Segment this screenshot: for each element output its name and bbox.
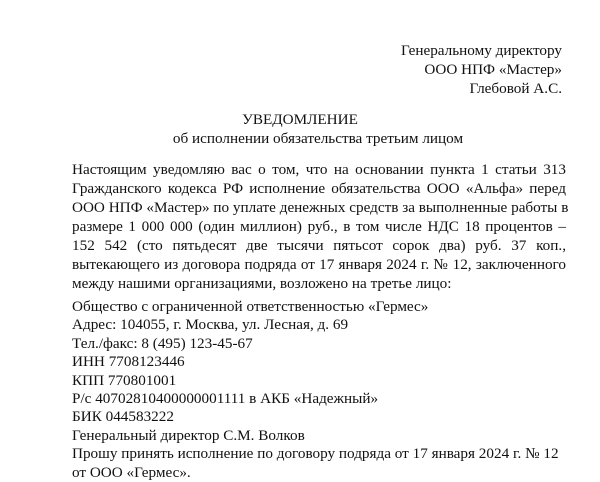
body-line: размере 1 000 000 (один миллион) руб., в том числе НДС 18 процентов – <box>72 218 566 235</box>
company-inn: ИНН 7708123446 <box>72 353 185 371</box>
company-kpp: КПП 770801001 <box>72 371 177 389</box>
addressee-name: Глебовой А.С. <box>469 80 562 97</box>
body-line: ООО НПФ «Мастер» по уплате денежных средств за выполненные работы в <box>72 199 569 216</box>
third-party-details <box>72 298 559 482</box>
document-heading <box>0 110 600 148</box>
addressee-position: Генеральному директору <box>400 42 562 59</box>
request-line: Прошу принять исполнение по договору подряда от 17 января 2024 г. № 12 <box>72 445 559 463</box>
body-line: вытекающего из договора подряда от 17 января 2024 г. № 12, заключенного <box>72 256 566 273</box>
company-director: Генеральный директор С.М. Волков <box>72 426 305 444</box>
addressee-company: ООО НПФ «Мастер» <box>424 61 562 78</box>
addressee-block <box>401 41 562 98</box>
company-account: Р/с 40702810400000001111 в АКБ «Надежный» <box>72 390 379 408</box>
body-line: Гражданского кодекса РФ исполнение обязательства ООО «Альфа» перед <box>72 180 566 197</box>
body-line: Настоящим уведомляю вас о том, что на основании пункта 1 статьи 313 <box>72 161 566 178</box>
document-title: УВЕДОМЛЕНИЕ <box>242 111 358 128</box>
notification-body <box>72 160 569 293</box>
request-line: от ООО «Гермес». <box>72 463 191 481</box>
company-address: Адрес: 104055, г. Москва, ул. Лесная, д. 69 <box>72 316 349 334</box>
body-line: между нашими организациями, возложено на третье лицо: <box>72 275 452 292</box>
body-line: 152 542 (сто пятьдесят две тысячи пятьсот сорок два) руб. 37 коп., <box>72 237 566 254</box>
document-subtitle: об исполнении обязательства третьим лицом <box>172 130 464 147</box>
company-bik: БИК 044583222 <box>72 408 174 426</box>
company-name: Общество с ограниченной ответственностью «Гермес» <box>72 298 429 315</box>
company-phone: Тел./факс: 8 (495) 123-45-67 <box>72 334 253 352</box>
